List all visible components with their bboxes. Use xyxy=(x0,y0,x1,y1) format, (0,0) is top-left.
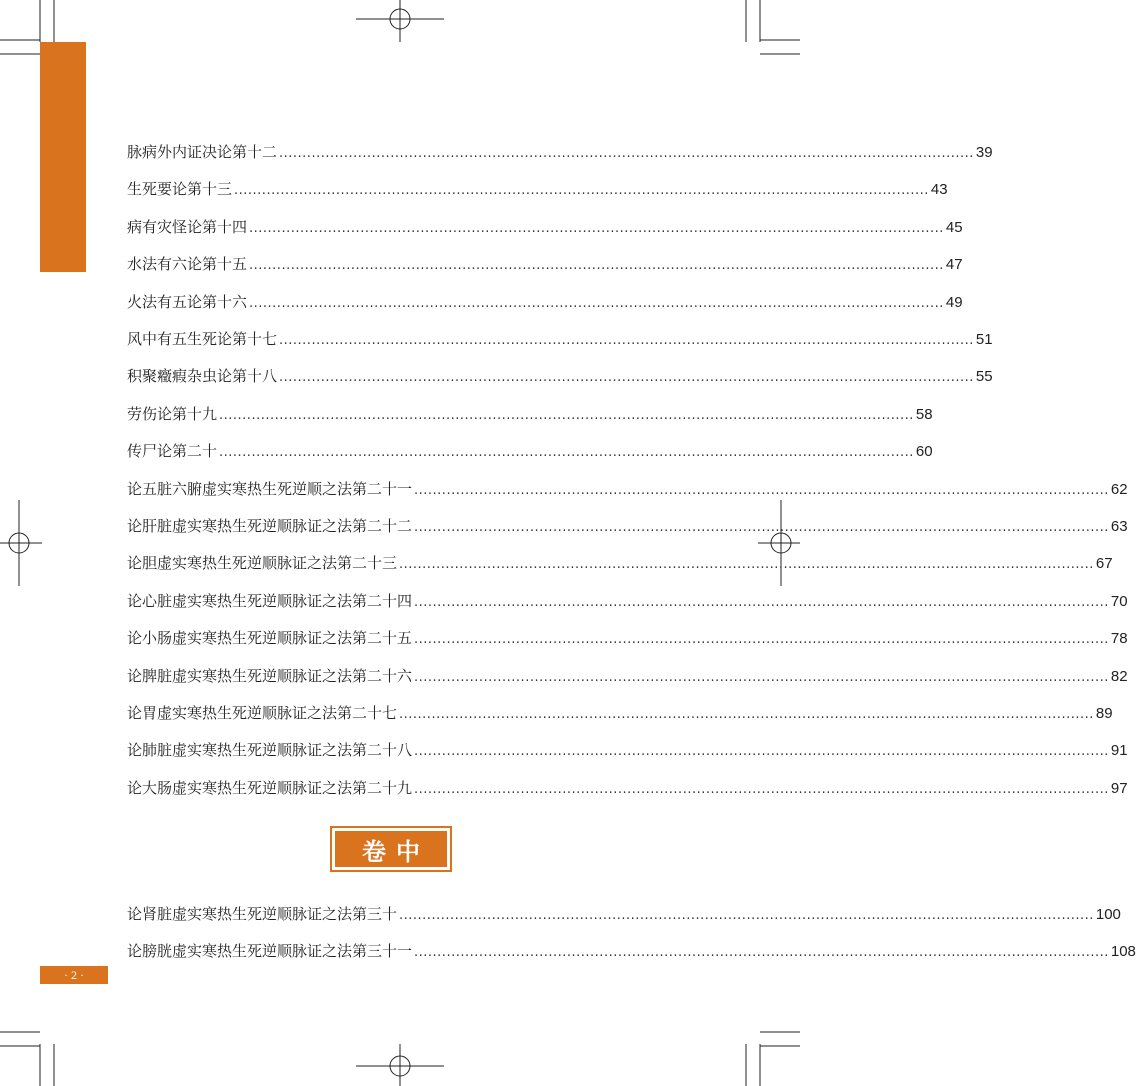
toc-entry-page: 108 xyxy=(1110,943,1136,960)
toc-leader-dots: ...................................................................................................................................................... xyxy=(414,744,1109,760)
toc-entry[interactable] xyxy=(127,439,933,463)
toc-entry-page: 51 xyxy=(975,331,993,348)
toc-entry-title: 论肝脏虚实寒热生死逆顺脉证之法第二十二 xyxy=(127,517,413,535)
toc-entry[interactable] xyxy=(127,939,1136,963)
toc-leader-dots: ...................................................................................................................................................... xyxy=(414,669,1109,685)
toc-entry[interactable] xyxy=(127,664,1128,688)
toc-leader-dots: ...................................................................................................................................................... xyxy=(414,594,1109,610)
toc-leader-dots: ...................................................................................................................................................... xyxy=(279,370,974,386)
toc-entry-title: 论胃虚实寒热生死逆顺脉证之法第二十七 xyxy=(127,704,398,722)
toc-entry-page: 70 xyxy=(1110,592,1128,610)
toc-entry[interactable] xyxy=(127,290,963,314)
toc-entry-title: 积聚癥瘕杂虫论第十八 xyxy=(127,367,278,386)
toc-entry[interactable] xyxy=(127,140,993,164)
toc-entry-page: 49 xyxy=(945,293,963,311)
toc-entry-page: 39 xyxy=(975,144,993,161)
toc-entry-page: 45 xyxy=(945,218,963,236)
toc-entry[interactable] xyxy=(127,589,1128,613)
toc-entry-title: 论心脏虚实寒热生死逆顺脉证之法第二十四 xyxy=(127,591,413,610)
toc-entry-page: 43 xyxy=(930,181,948,199)
volume-heading-box xyxy=(330,826,452,872)
toc-entry-title: 论五脏六腑虚实寒热生死逆顺之法第二十一 xyxy=(127,479,413,498)
toc-entry[interactable] xyxy=(127,514,1128,538)
toc-entry-title: 论肾脏虚实寒热生死逆顺脉证之法第三十 xyxy=(127,905,398,923)
toc-leader-dots: ...................................................................................................................................................... xyxy=(414,520,1109,535)
toc-entry-title: 生死要论第十三 xyxy=(127,180,233,199)
toc-entry-page: 55 xyxy=(975,368,993,386)
toc-entry[interactable] xyxy=(127,327,993,351)
toc-entry[interactable] xyxy=(127,701,1113,725)
toc-entry[interactable] xyxy=(127,738,1128,762)
toc-entry-title: 论膀胱虚实寒热生死逆顺脉证之法第三十一 xyxy=(127,942,413,960)
toc-leader-dots: ...................................................................................................................................................... xyxy=(399,707,1094,722)
toc-entry[interactable] xyxy=(127,364,993,388)
toc-entry-page: 60 xyxy=(915,443,933,461)
toc-entry[interactable] xyxy=(127,402,933,426)
toc-entry[interactable] xyxy=(127,177,948,201)
toc-entry-page: 78 xyxy=(1110,630,1128,648)
toc-entry-page: 100 xyxy=(1095,906,1121,923)
toc-leader-dots: ...................................................................................................................................................... xyxy=(279,146,974,161)
toc-entry-page: 63 xyxy=(1110,518,1128,535)
toc-leader-dots: ...................................................................................................................................................... xyxy=(249,295,944,311)
toc-entry-page: 47 xyxy=(945,256,963,274)
toc-entry-title: 火法有五论第十六 xyxy=(127,292,248,311)
toc-leader-dots: ...................................................................................................................................................... xyxy=(279,333,974,348)
toc-leader-dots: ...................................................................................................................................................... xyxy=(219,445,914,461)
toc-entry-title: 论大肠虚实寒热生死逆顺脉证之法第二十九 xyxy=(127,778,413,797)
toc-leader-dots: ...................................................................................................................................................... xyxy=(414,945,1109,960)
toc-entry[interactable] xyxy=(127,252,963,276)
toc-entry-page: 62 xyxy=(1110,480,1128,498)
toc-leader-dots: ...................................................................................................................................................... xyxy=(249,258,944,274)
toc-entry-title: 病有灾怪论第十四 xyxy=(127,217,248,236)
toc-entry-title: 论肺脏虚实寒热生死逆顺脉证之法第二十八 xyxy=(127,741,413,760)
toc-entry-page: 89 xyxy=(1095,705,1113,722)
toc-entry-title: 传尸论第二十 xyxy=(127,442,218,461)
toc-entry-title: 论脾脏虚实寒热生死逆顺脉证之法第二十六 xyxy=(127,666,413,685)
toc-entry[interactable] xyxy=(127,902,1121,926)
toc-leader-dots: ...................................................................................................................................................... xyxy=(414,781,1109,797)
toc-entry-title: 论小肠虚实寒热生死逆顺脉证之法第二十五 xyxy=(127,629,413,648)
toc-entry[interactable] xyxy=(127,551,1113,575)
toc-leader-dots: ...................................................................................................................................................... xyxy=(399,908,1094,923)
toc-leader-dots: ...................................................................................................................................................... xyxy=(219,407,914,423)
toc-entry-page: 91 xyxy=(1110,742,1128,760)
toc-entry[interactable] xyxy=(127,776,1128,800)
toc-entry-title: 水法有六论第十五 xyxy=(127,255,248,274)
toc-leader-dots: ...................................................................................................................................................... xyxy=(249,220,944,236)
toc-leader-dots: ...................................................................................................................................................... xyxy=(414,632,1109,648)
toc-entry[interactable] xyxy=(127,626,1128,650)
toc-leader-dots: ...................................................................................................................................................... xyxy=(414,482,1109,498)
toc-leader-dots: ...................................................................................................................................................... xyxy=(399,557,1094,573)
toc-entry-title: 风中有五生死论第十七 xyxy=(127,330,278,348)
toc-entry-title: 劳伤论第十九 xyxy=(127,404,218,423)
toc-entry[interactable] xyxy=(127,477,1128,501)
toc-entry-title: 脉病外内证决论第十二 xyxy=(127,143,278,161)
toc-entry-title: 论胆虚实寒热生死逆顺脉证之法第二十三 xyxy=(127,554,398,573)
toc-entry-page: 82 xyxy=(1110,667,1128,685)
page-number: · 2 · xyxy=(40,966,108,984)
toc-entry-page: 97 xyxy=(1110,779,1128,797)
toc-leader-dots: ...................................................................................................................................................... xyxy=(234,183,929,199)
toc-entry-page: 58 xyxy=(915,405,933,423)
volume-heading: 卷中 xyxy=(335,831,447,867)
toc-entry[interactable] xyxy=(127,215,963,239)
toc-entry-page: 67 xyxy=(1095,555,1113,573)
